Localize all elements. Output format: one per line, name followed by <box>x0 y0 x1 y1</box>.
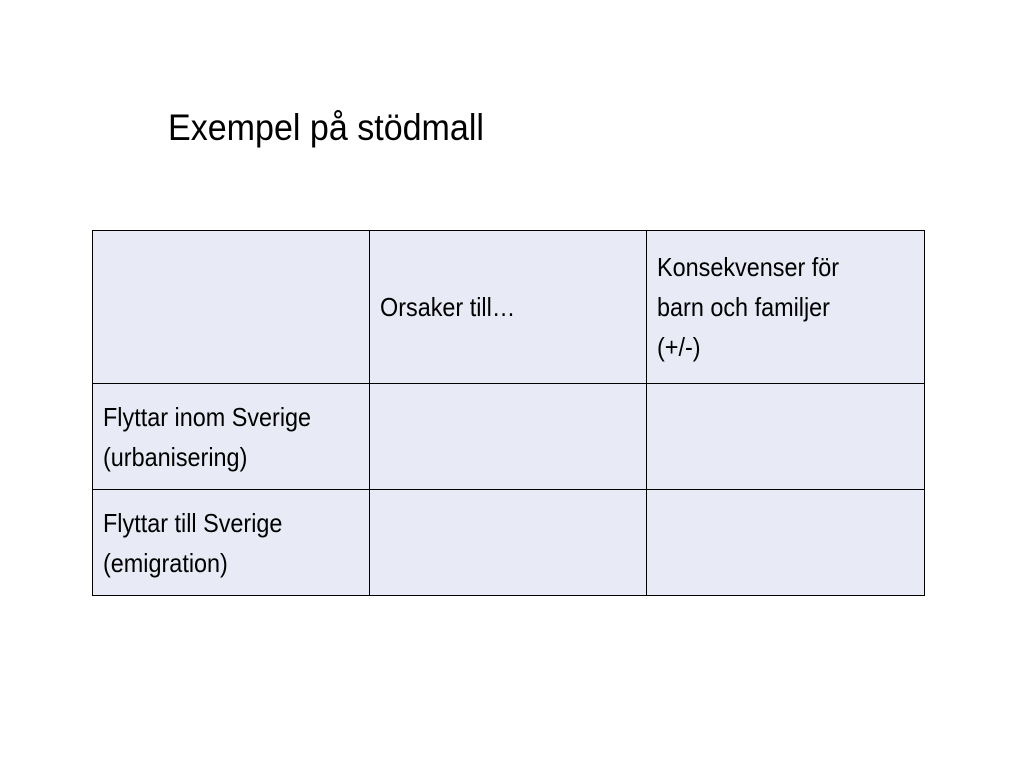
row-label-cell <box>93 384 370 490</box>
consequences-cell <box>647 384 925 490</box>
row-label: Flyttar till Sverige (emigration) <box>103 507 283 578</box>
header-causes-label: Orsaker till… <box>380 292 516 322</box>
row-label-cell <box>93 490 370 596</box>
template-table <box>92 230 925 596</box>
header-causes-cell <box>370 231 647 384</box>
causes-cell <box>370 384 647 490</box>
header-corner-cell <box>93 231 370 384</box>
header-consequences-cell <box>647 231 925 384</box>
table-row <box>93 384 925 490</box>
slide-title: Exempel på stödmall <box>168 107 484 148</box>
table-row <box>93 490 925 596</box>
row-label: Flyttar inom Sverige (urbanisering) <box>103 401 312 472</box>
consequences-cell <box>647 490 925 596</box>
table-header-row <box>93 231 925 384</box>
header-consequences-label: Konsekvenser för barn och familjer (+/-) <box>657 252 840 362</box>
causes-cell <box>370 490 647 596</box>
